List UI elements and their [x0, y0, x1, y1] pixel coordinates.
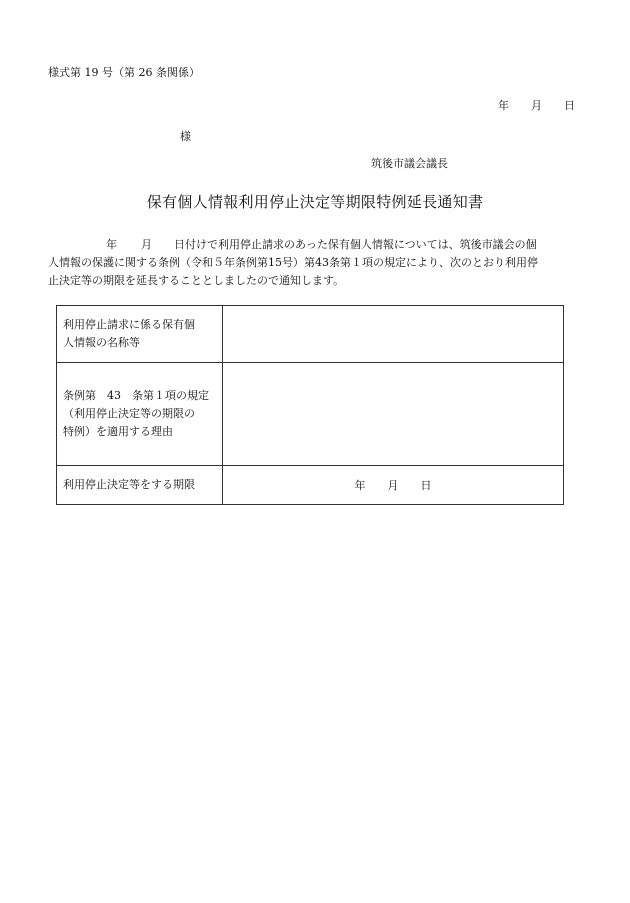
body-text — [48, 236, 581, 290]
body-year: 年 — [106, 238, 117, 251]
document-title: 保有個人情報利用停止決定等期限特例延長通知書 — [146, 193, 484, 211]
row1-label-line-b: 人情報の名称等 — [63, 336, 140, 349]
body-month: 月 — [141, 238, 152, 251]
table-row — [57, 466, 564, 505]
deadline-month: 月 — [387, 479, 399, 492]
row3-deadline — [223, 466, 564, 505]
body-line-1-text: 日付けで利用停止請求のあった保有個人情報については、筑後市議会の個 — [174, 238, 537, 251]
deadline-day: 日 — [420, 479, 432, 492]
table-row — [57, 306, 564, 363]
row2-label-line-b: （利用停止決定等の期限の — [63, 407, 195, 420]
info-table — [56, 305, 564, 505]
addressee: 様 — [180, 130, 191, 143]
row1-value — [223, 306, 564, 363]
row1-label-line-a: 利用停止請求に係る保有個 — [63, 318, 195, 331]
row1-label — [57, 306, 223, 363]
row2-value — [223, 363, 564, 466]
row2-label-line-a: 条例第 43 条第１項の規定 — [63, 389, 209, 402]
table-row — [57, 363, 564, 466]
row3-label: 利用停止決定等をする期限 — [57, 466, 223, 505]
body-line-3: 止決定等の期限を延長することとしましたので通知します。 — [48, 274, 345, 287]
body-line-1 — [48, 236, 581, 254]
issue-date — [498, 97, 575, 113]
issue-date-day: 日 — [564, 99, 575, 112]
deadline-year: 年 — [354, 479, 366, 492]
issue-date-year: 年 — [498, 99, 509, 112]
form-number: 様式第 19 号（第 26 条関係） — [48, 66, 200, 79]
body-line-2: 人情報の保護に関する条例（令和５年条例第15号）第43条第１項の規定により、次のとおり利用停 — [48, 256, 538, 269]
issue-date-month: 月 — [531, 99, 542, 112]
row2-label-line-c: 特例）を適用する理由 — [63, 425, 173, 438]
row2-label — [57, 363, 223, 466]
sender: 筑後市議会議長 — [371, 157, 448, 170]
